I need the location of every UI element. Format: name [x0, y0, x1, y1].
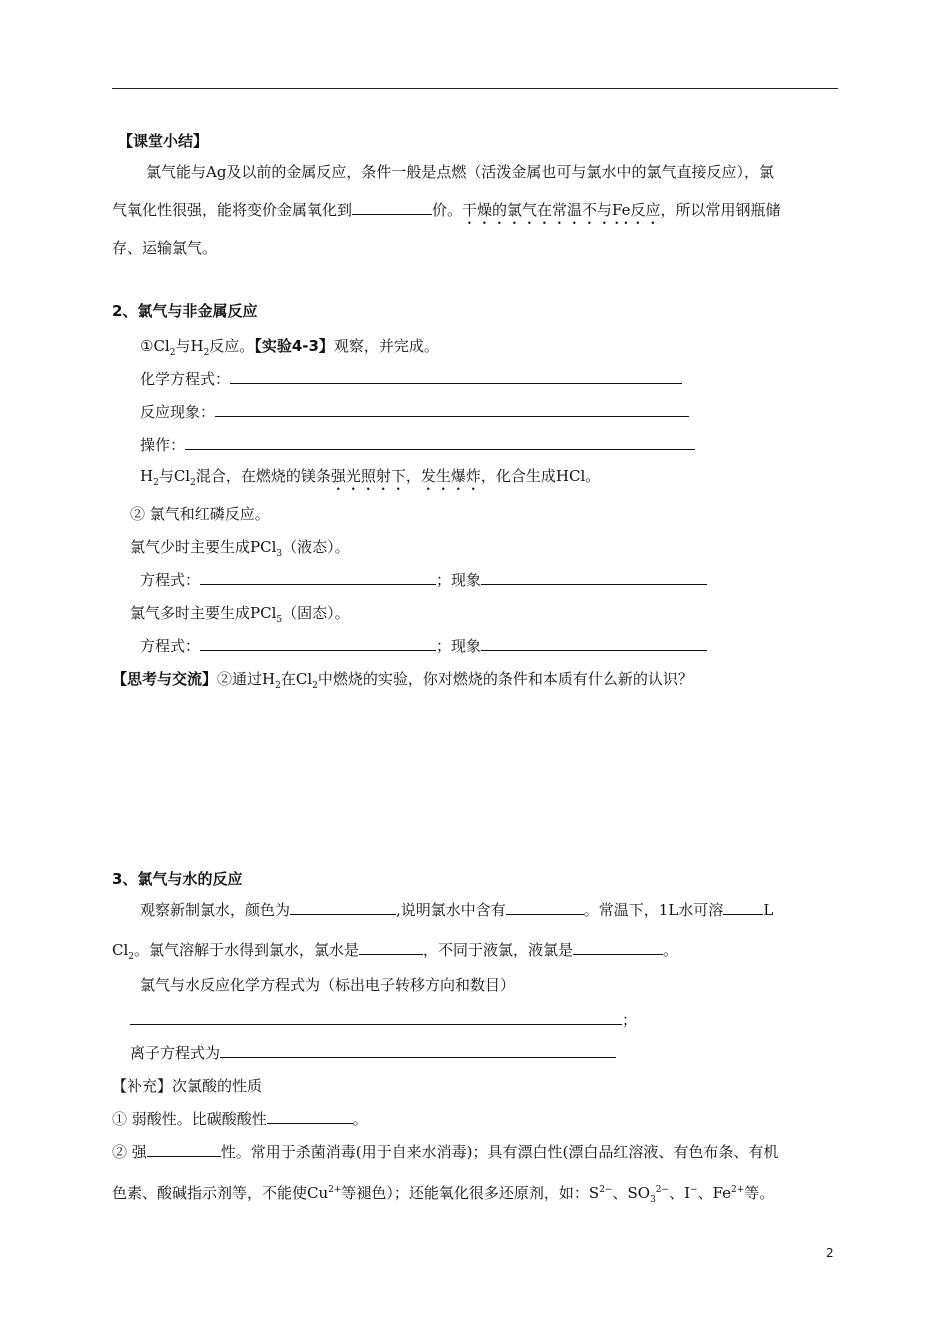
strong-property-line: [112, 1142, 778, 1162]
operation-line: [140, 435, 695, 455]
label: ；现象: [436, 637, 482, 655]
acidity-blank[interactable]: [267, 1109, 353, 1124]
subscript: 2: [275, 681, 281, 691]
summary-heading: 【课堂小结】: [118, 132, 209, 150]
summary-line-1: 氯气能与Ag及以前的金属反应，条件一般是点燃（活泼金属也可与氯水中的氯气直接反应），氯: [146, 163, 774, 181]
text: ，化合生成HCl。: [480, 467, 601, 485]
text: 反应。: [209, 337, 255, 355]
label: 方程式：: [140, 637, 201, 655]
emphasized-text: 强光照射下: [330, 467, 406, 485]
text: （固态）。: [282, 604, 350, 622]
text: ，: [405, 467, 421, 485]
operation-blank[interactable]: [185, 435, 695, 450]
experiment-label: 【实验4-3】: [254, 337, 334, 355]
superscript: 2−: [655, 1185, 670, 1195]
text: 观察，并完成。: [333, 337, 439, 355]
text: ①Cl: [140, 337, 170, 355]
text: Cl: [112, 941, 129, 959]
text: 。常温下，1L水可溶: [583, 901, 724, 919]
superscript: 2+: [731, 1185, 745, 1195]
label: 化学方程式：: [140, 370, 231, 388]
text: 、I: [669, 1184, 691, 1202]
summary-line-3: 存、运输氯气。: [112, 239, 218, 257]
text: ②通过H: [217, 670, 276, 688]
text: ；: [622, 1011, 638, 1029]
subscript: 2: [203, 348, 210, 358]
phenomenon-blank[interactable]: [481, 636, 707, 651]
equation-blank[interactable]: [200, 636, 436, 651]
text: （液态）。: [282, 538, 350, 556]
label: 方程式：: [140, 571, 201, 589]
text: 色素、酸碱指示剂等，不能使Cu: [112, 1184, 329, 1202]
think-and-discuss: [112, 669, 693, 696]
ionic-equation-blank[interactable]: [220, 1043, 616, 1058]
subscript: 5: [276, 615, 283, 625]
phenomenon-blank[interactable]: [215, 402, 689, 417]
subscript: 2: [153, 478, 159, 488]
text: 等褪色）；还能氧化很多还原剂，如：S: [341, 1184, 600, 1202]
label: 离子方程式为: [130, 1044, 221, 1062]
label: 【补充】: [112, 1077, 173, 1095]
subscript: 2: [312, 681, 318, 691]
text: 性。常用于杀菌消毒(用于自来水消毒)；具有漂白性(漂白品红溶液、有色布条、有机: [220, 1143, 779, 1161]
equation-line: [140, 369, 682, 389]
text: 氯气多时主要生成PCl: [130, 604, 277, 622]
text: H: [140, 467, 154, 485]
text: 等。: [744, 1184, 775, 1202]
reaction-equation-blank[interactable]: [130, 1010, 622, 1025]
less-chlorine-line: [130, 537, 350, 564]
summary-line-2: [112, 200, 781, 228]
equation-blank[interactable]: [230, 369, 682, 384]
chlorine-water-blank[interactable]: [359, 940, 423, 955]
observe-line: [140, 900, 773, 920]
header-rule: [112, 88, 838, 89]
text: 价。: [432, 201, 463, 219]
weak-acid-line: [112, 1109, 368, 1129]
text: ① 弱酸性。比碳酸酸性: [112, 1110, 267, 1128]
section-3-heading: 3、氯气与水的反应: [112, 870, 243, 888]
more-chlorine-line: [130, 603, 350, 630]
text: 次氯酸的性质: [172, 1077, 263, 1095]
text: 。: [352, 1110, 368, 1128]
reaction-1-line: [140, 336, 439, 363]
text: 。氯气溶解于水得到氯水，氯水是: [134, 941, 360, 959]
text: 、SO: [612, 1184, 651, 1202]
subscript: 3: [276, 549, 283, 559]
text: ② 强: [112, 1143, 147, 1161]
subscript: 2: [190, 478, 196, 488]
chlorine-water-line: [112, 940, 678, 967]
label: 【思考与交流】: [112, 670, 218, 688]
text: 、Fe: [697, 1184, 732, 1202]
label: 反应现象：: [140, 403, 216, 421]
mixing-line: [140, 466, 600, 494]
text: 。: [663, 941, 679, 959]
text: 观察新制氯水，颜色为: [140, 901, 291, 919]
text: L: [763, 901, 774, 919]
text: 中燃烧的实验，你对燃烧的条件和本质有什么新的认识？: [317, 670, 693, 688]
subscript: 2: [169, 348, 176, 358]
supplement-heading: [112, 1076, 262, 1096]
text: 与Cl: [158, 467, 191, 485]
label: 操作：: [140, 436, 186, 454]
color-blank[interactable]: [290, 900, 396, 915]
superscript: −: [690, 1185, 698, 1195]
reaction-2-line: ② 氯气和红磷反应。: [130, 505, 270, 523]
text: 氯气少时主要生成PCl: [130, 538, 277, 556]
superscript: 2−: [599, 1185, 613, 1195]
text: ,说明氯水中含有: [396, 901, 506, 919]
text: ，不同于液氯，液氯是: [423, 941, 574, 959]
emphasized-text: 发生爆炸: [420, 467, 481, 485]
section-2-heading: 2、氯气与非金属反应: [112, 302, 258, 320]
property-blank[interactable]: [147, 1142, 221, 1157]
subscript: 3: [650, 1195, 656, 1205]
ionic-equation-line: [130, 1043, 616, 1063]
contains-blank[interactable]: [506, 900, 584, 915]
text: 气氧化性很强，能将变价金属氧化到: [112, 201, 353, 219]
valence-blank[interactable]: [352, 200, 432, 215]
text: 在Cl: [280, 670, 313, 688]
more-equation-line: [140, 636, 707, 656]
reaction-equation-prompt: 氯气与水反应化学方程式为（标出电子转移方向和数目）: [140, 976, 516, 994]
text: 与H: [175, 337, 204, 355]
phenomenon-line: [140, 402, 689, 422]
emphasized-text: 干燥的氯气在常温不与Fe反应: [462, 201, 661, 219]
superscript: 2+: [328, 1185, 342, 1195]
oxidizer-line: [112, 1180, 774, 1210]
subscript: 2: [128, 952, 135, 962]
less-equation-line: [140, 570, 707, 590]
label: ；现象: [436, 571, 482, 589]
text: 混合，在燃烧的镁条: [195, 467, 331, 485]
page-number: 2: [826, 1246, 834, 1260]
liquid-chlorine-blank[interactable]: [573, 940, 663, 955]
equation-blank[interactable]: [200, 570, 436, 585]
solubility-blank[interactable]: [723, 900, 763, 915]
reaction-equation-line: [130, 1010, 637, 1030]
text: ，所以常用钢瓶储: [660, 201, 781, 219]
phenomenon-blank[interactable]: [481, 570, 707, 585]
